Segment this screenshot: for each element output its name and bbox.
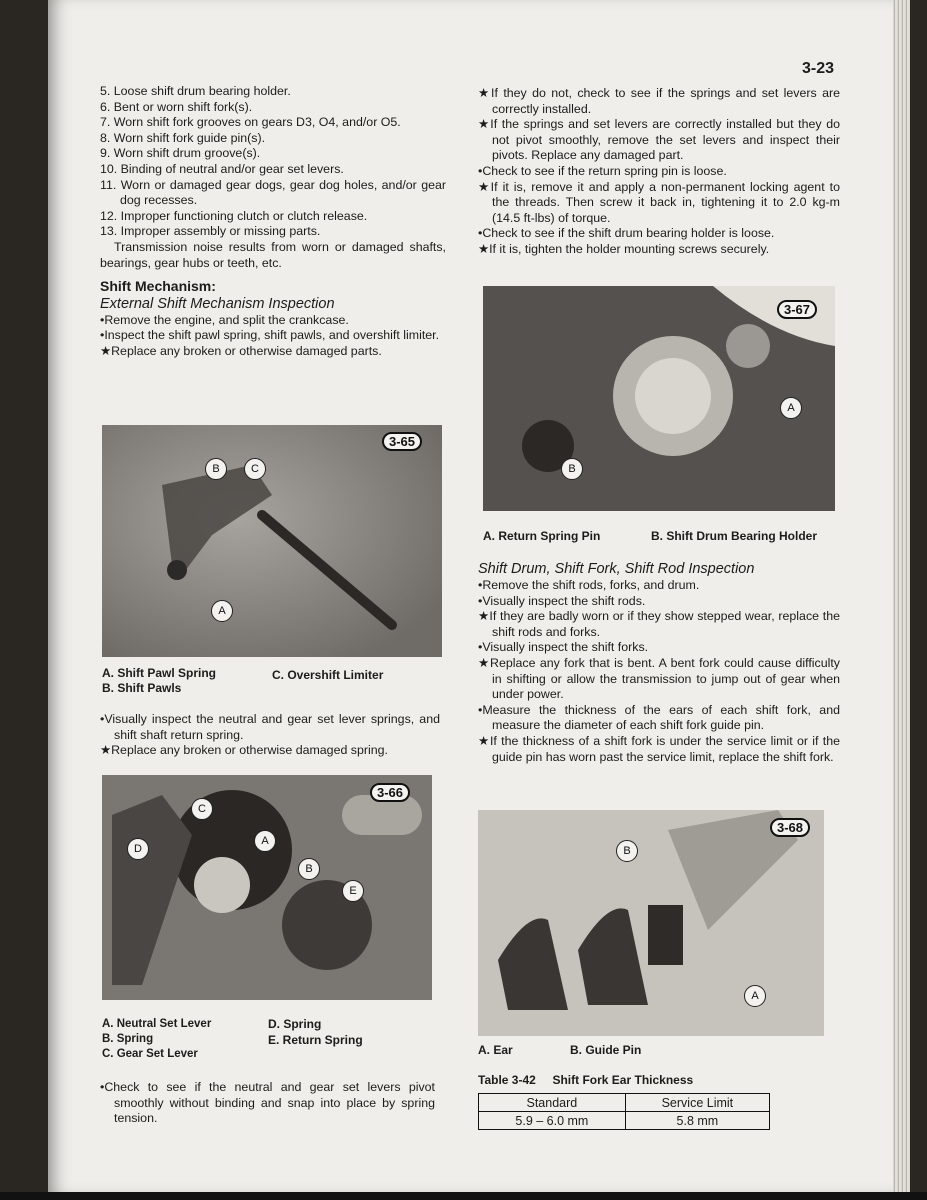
list-item: ★Replace any fork that is bent. A bent fork could cause difficulty in shifting or allow the transmission to jump out of gear when under power. xyxy=(478,655,840,702)
caption-shift-pawls: B. Shift Pawls xyxy=(102,681,182,695)
caption-shift-pawl-spring: A. Shift Pawl Spring xyxy=(102,666,217,680)
table-header-standard: Standard xyxy=(479,1094,626,1112)
after-365-steps xyxy=(100,712,440,759)
callout-d: D xyxy=(127,838,149,860)
table-header-service-limit: Service Limit xyxy=(625,1094,769,1112)
list-item: ★If it is, tighten the holder mounting screws securely. xyxy=(478,241,770,256)
list-item: 10. Binding of neutral and/or gear set levers. xyxy=(100,161,344,176)
external-steps xyxy=(100,313,446,360)
list-item: 7. Worn shift fork grooves on gears D3, O4, and/or O5. xyxy=(100,115,401,130)
figure-number-3-65: 3-65 xyxy=(382,432,422,451)
caption-ear: A. Ear xyxy=(478,1043,513,1057)
photo-3-67 xyxy=(483,286,835,511)
list-item: •Check to see if the return spring pin is loose. xyxy=(478,163,727,178)
list-item: ★If the thickness of a shift fork is under the service limit or if the guide pin has worn past the service limit, replace the shift fork. xyxy=(478,733,840,764)
list-item: ★Replace any broken or otherwise damaged parts. xyxy=(100,343,382,358)
photo-3-66 xyxy=(102,775,432,1000)
scan-bottom-border xyxy=(0,1192,927,1200)
figure-number-3-68: 3-68 xyxy=(770,818,810,837)
caption-spring-b: B. Spring xyxy=(102,1033,154,1045)
drum-steps xyxy=(478,578,840,765)
after-366-text xyxy=(100,1080,435,1127)
figure-number-3-67: 3-67 xyxy=(777,300,817,319)
callout-e: E xyxy=(342,880,364,902)
figure-number-3-66: 3-66 xyxy=(370,783,410,802)
drum-inspection-heading: Shift Drum, Shift Fork, Shift Rod Inspection xyxy=(478,561,755,577)
callout-b: B xyxy=(561,458,583,480)
page-stack-edge xyxy=(893,0,910,1200)
list-item: •Visually inspect the shift forks. xyxy=(478,640,649,655)
list-item: •Visually inspect the neutral and gear set lever springs, and shift shaft return spring. xyxy=(100,712,440,742)
table-row xyxy=(479,1112,770,1130)
list-item: ★If it is, remove it and apply a non-permanent locking agent to the threads. Then screw it back in, tightening it to 2.0 kg-m (14.5 ft-lbs) of torque. xyxy=(478,179,840,225)
external-inspection-heading: External Shift Mechanism Inspection xyxy=(100,295,335,312)
caption-spring-d: D. Spring xyxy=(268,1017,322,1031)
caption-shift-drum-bearing-holder: B. Shift Drum Bearing Holder xyxy=(651,529,818,543)
table-cell-service-limit: 5.8 mm xyxy=(625,1112,769,1130)
photo-3-65 xyxy=(102,425,442,657)
right-top-steps xyxy=(478,86,840,258)
list-item: •Check to see if the shift drum bearing holder is loose. xyxy=(478,226,775,241)
caption-return-spring-pin: A. Return Spring Pin xyxy=(483,529,601,543)
page-number: 3-23 xyxy=(802,60,835,77)
list-item: •Measure the thickness of the ears of each shift fork, and measure the diameter of each shift fork guide pin. xyxy=(478,702,840,733)
noise-paragraph: Transmission noise results from worn or damaged shafts, bearings, gear hubs or teeth, etc. xyxy=(100,239,446,270)
callout-b: B xyxy=(298,858,320,880)
list-item: ★If the springs and set levers are correctly installed but they do not pivot smoothly, remove the set levers and inspect their pivots. Replace any damaged part. xyxy=(478,117,840,163)
caption-gear-set-lever: C. Gear Set Lever xyxy=(102,1048,198,1060)
list-item: •Visually inspect the shift rods. xyxy=(478,593,646,608)
list-item: 8. Worn shift fork guide pin(s). xyxy=(100,130,266,145)
left-column-top xyxy=(100,84,446,360)
list-item: ★If they are badly worn or if they show stepped wear, replace the shift rods and forks. xyxy=(478,609,840,639)
callout-a: A xyxy=(211,600,233,622)
list-item: 6. Bent or worn shift fork(s). xyxy=(100,99,253,114)
callout-b: B xyxy=(616,840,638,862)
list-item: •Remove the engine, and split the crankcase. xyxy=(100,312,349,327)
right-column-top xyxy=(478,86,840,258)
after-365-text xyxy=(100,712,440,759)
callout-c: C xyxy=(244,458,266,480)
callout-b: B xyxy=(205,458,227,480)
list-item: 5. Loose shift drum bearing holder. xyxy=(100,84,291,98)
list-item: •Inspect the shift pawl spring, shift pawls, and overshift limiter. xyxy=(100,328,440,343)
caption-neutral-set-lever: A. Neutral Set Lever xyxy=(102,1018,212,1030)
table-title: Table 3-42 Shift Fork Ear Thickness xyxy=(478,1073,694,1087)
callout-a: A xyxy=(254,830,276,852)
callout-c: C xyxy=(191,798,213,820)
caption-return-spring: E. Return Spring xyxy=(268,1033,363,1047)
list-item: 12. Improper functioning clutch or clutch release. xyxy=(100,208,368,223)
photo-3-68 xyxy=(478,810,824,1036)
table-cell-standard: 5.9 – 6.0 mm xyxy=(479,1112,626,1130)
list-item: 11. Worn or damaged gear dogs, gear dog holes, and/or gear dog recesses. xyxy=(100,177,446,208)
right-column-middle xyxy=(478,560,840,765)
list-item: 13. Improper assembly or missing parts. xyxy=(100,224,321,239)
caption-overshift-limiter: C. Overshift Limiter xyxy=(272,668,384,682)
table-header-row xyxy=(479,1094,770,1112)
list-item: 9. Worn shift drum groove(s). xyxy=(100,146,261,161)
troubleshoot-list xyxy=(100,84,446,240)
list-item: •Remove the shift rods, forks, and drum. xyxy=(478,578,700,592)
section-heading: Shift Mechanism: xyxy=(100,278,216,295)
shift-fork-ear-table xyxy=(478,1093,770,1130)
callout-a: A xyxy=(780,397,802,419)
list-item: ★Replace any broken or otherwise damaged spring. xyxy=(100,743,388,758)
check-set-levers: •Check to see if the neutral and gear set levers pivot smoothly without binding and snap into place by spring tension. xyxy=(100,1080,435,1126)
caption-guide-pin: B. Guide Pin xyxy=(570,1043,642,1057)
list-item: ★If they do not, check to see if the springs and set levers are correctly installed. xyxy=(478,86,840,116)
callout-a: A xyxy=(744,985,766,1007)
